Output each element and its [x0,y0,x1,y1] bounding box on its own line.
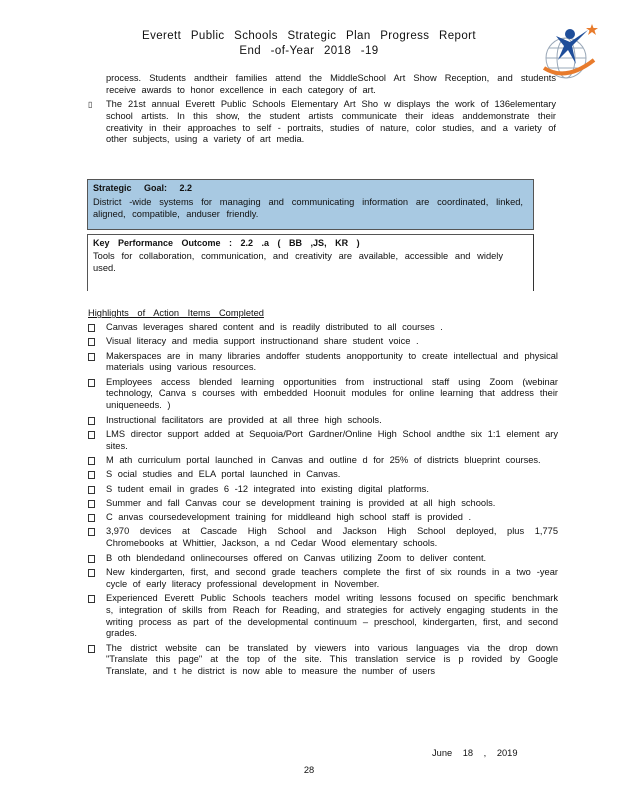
list-item: The district website can be translated by viewers into various languages via the drop down "Translate this page" at the top of the site. This translation service is p rovided by Google Translate, and t he district is now able to measure the number of users [88,643,558,678]
square-bullet-icon [88,595,95,603]
art-show-paragraph: The 21st annual Everett Public Schools Elementary Art Sho w displays the work of 136elementary school artists. In this show, the student artists communicate their ideas anddemonstrate their creativity in their approaches to self - portraits, studies of nature, color studies, and a variety of other subjects, using a variety of art media. [106,99,556,145]
kpi-label: Key Performance Outcome : 2.2 .a ( BB ,JS, KR ) [93,238,360,248]
strategic-goal-label: Strategic Goal: 2.2 [93,183,193,193]
square-bullet-icon [88,471,95,479]
list-item: B oth blendedand onlinecourses offered on Canvas utilizing Zoom to deliver content. [88,553,558,565]
report-subtitle: End -of-Year 2018 -19 [239,45,379,57]
kpi-box [87,234,534,291]
report-title: Everett Public Schools Strategic Plan Progress Report [142,30,476,42]
list-item: LMS director support added at Sequoia/Port Gardner/Online High School andthe six 1:1 element ary sites. [88,429,558,453]
square-bullet-icon [88,457,95,465]
square-bullet-icon [88,528,95,536]
square-bullet-icon [88,555,95,563]
square-bullet-icon [88,486,95,494]
square-bullet-icon [88,645,95,653]
strategic-goal-text: District -wide systems for managing and communicating information are coordinated, linked, aligned, compatible, anduser friendly. [93,197,523,219]
highlights-title: Highlights of Action Items Completed [88,308,264,318]
report-date: June 18 , 2019 [432,748,518,758]
list-item: Instructional facilitators are provided at all three high schools. [88,415,558,427]
square-bullet-icon [88,379,95,387]
list-item: Employees access blended learning opportunities from instructional staff using Zoom (webinar technology, Canva s courses with embedded Hoonuit modules for online learning that address their uniqueneeds. ) [88,377,558,412]
highlights-list [88,322,558,681]
square-bullet-icon [88,338,95,346]
list-item: Makerspaces are in many libraries andoffer students anopportunity to create intellectual and physical materials using various resources. [88,351,558,375]
list-item: S ocial studies and ELA portal launched in Canvas. [88,469,558,481]
list-item: S tudent email in grades 6 -12 integrated into existing digital platforms. [88,484,558,496]
square-bullet-icon [88,324,95,332]
square-bullet-icon [88,353,95,361]
list-item: Summer and fall Canvas cour se development training is provided at all high schools. [88,498,558,510]
square-bullet-icon [88,500,95,508]
list-item: Experienced Everett Public Schools teachers model writing lessons focused on specific benchmark s, integration of skills from Reach for Reading, and strategies for actively engaging students in the writing process as part of the developmental continuum – preschool, kindergarten, first, and second grades. [88,593,558,640]
strategic-goal-box [87,179,534,230]
square-bullet-icon [88,431,95,439]
square-bullet-icon [88,569,95,577]
square-bullet-icon: ▯ [88,100,93,109]
square-bullet-icon [88,514,95,522]
kpi-text: Tools for collaboration, communication, and creativity are available, accessible and widely used. [93,251,503,273]
intro-continuation: process. Students andtheir families attend the MiddleSchool Art Show Reception, and students receive awards to honor excellence in each category of art. [106,73,556,95]
list-item: C anvas coursedevelopment training for middleand high school staff is provided . [88,512,558,524]
list-item: New kindergarten, first, and second grade teachers complete the first of six rounds in a two -year cycle of early literacy professional development in November. [88,567,558,591]
list-item: 3,970 devices at Cascade High School and Jackson High School deployed, plus 1,775 Chromebooks at Whittier, Jackson, a nd Cedar Wood elementary schools. [88,526,558,550]
list-item: Visual literacy and media support instructionand share student voice . [88,336,558,348]
list-item: Canvas leverages shared content and is readily distributed to all courses . [88,322,558,334]
page-number: 28 [303,765,315,775]
square-bullet-icon [88,417,95,425]
list-item: M ath curriculum portal launched in Canvas and outline d for 25% of districts blueprint courses. [88,455,558,467]
